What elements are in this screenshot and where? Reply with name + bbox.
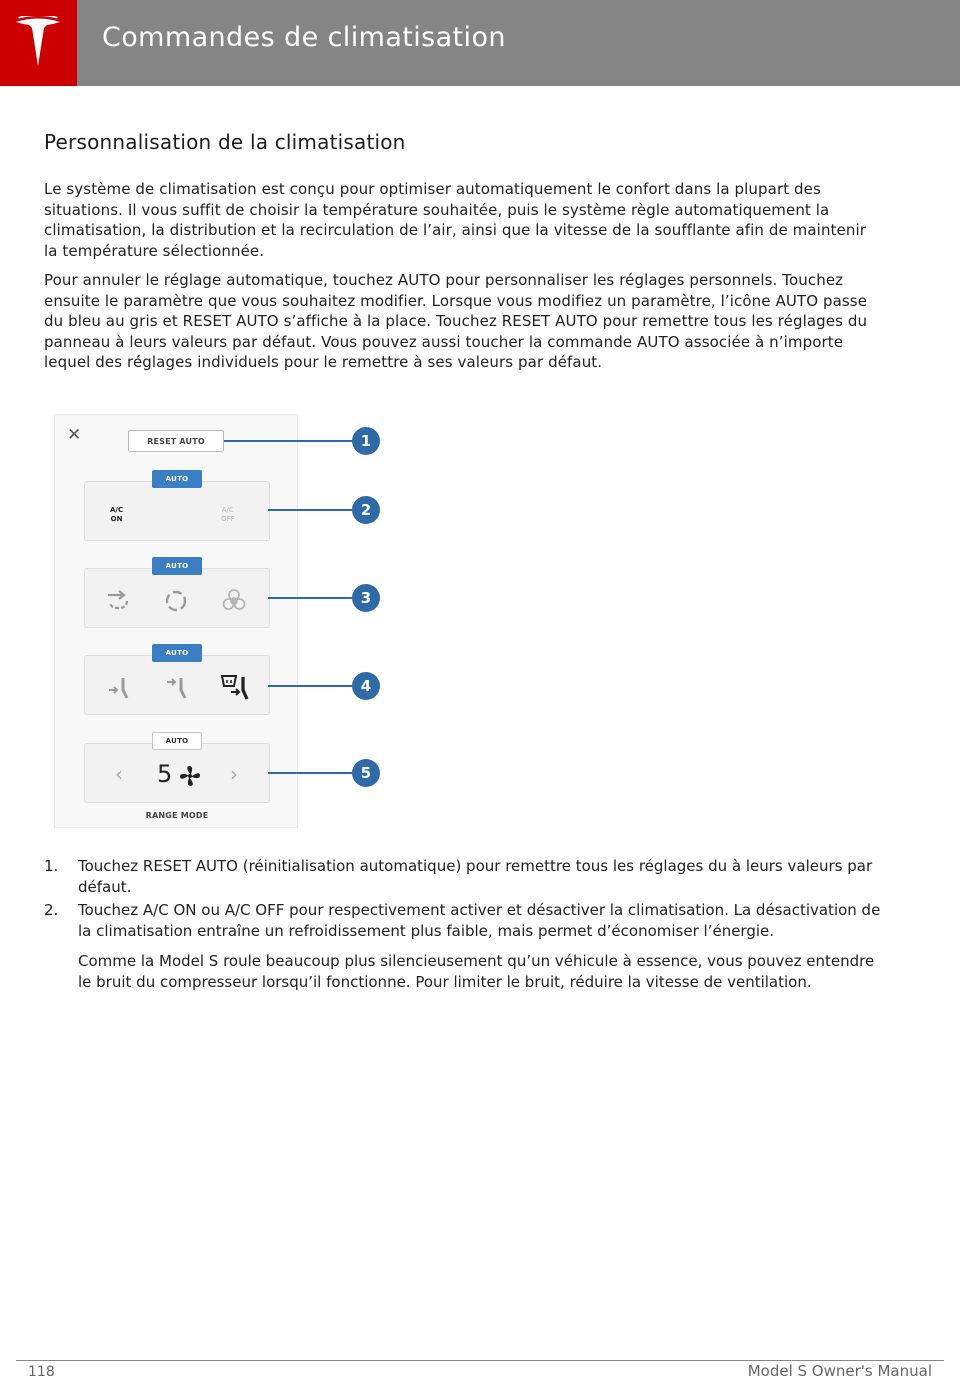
ac-auto-badge[interactable]: AUTO xyxy=(152,470,202,488)
page-title: Commandes de climatisation xyxy=(102,22,506,53)
list-item-text: Touchez A/C ON ou A/C OFF pour respectivement activer et désactiver la climatisation. La désactivation de la climatisation entraîne un refroidissement plus faible, mais permet d’économiser l’énergie. xyxy=(78,901,881,940)
bioweapon-defense-icon[interactable] xyxy=(221,588,247,614)
recirc-auto-badge[interactable]: AUTO xyxy=(152,557,202,575)
callout-line-3 xyxy=(268,597,352,599)
recirculation-card xyxy=(84,568,270,628)
footer-divider xyxy=(16,1360,944,1361)
recirculate-icon[interactable] xyxy=(163,588,189,614)
manual-title: Model S Owner's Manual xyxy=(747,1362,932,1380)
list-item-number: 2. xyxy=(44,901,59,919)
fan-increase-icon[interactable]: › xyxy=(230,762,238,786)
range-mode-label[interactable]: RANGE MODE xyxy=(145,811,209,820)
reset-auto-button[interactable]: RESET AUTO xyxy=(128,430,224,452)
ac-card xyxy=(84,481,270,541)
list-note: Comme la Model S roule beaucoup plus silencieusement qu’un véhicule à essence, vous pouvez entendre le bruit du compresseur lorsqu’il fonctionne. Pour limiter le bruit, réduire la vitesse de ventilation. xyxy=(78,952,875,991)
page-header xyxy=(0,0,960,86)
callout-line-1 xyxy=(224,440,352,442)
air-distribution-card xyxy=(84,655,270,715)
fan-speed-card xyxy=(84,743,270,803)
intro-paragraph: Le système de climatisation est conçu pour optimiser automatiquement le confort dans la plupart des situations. Il vous suffit de choisir la température souhaitée, puis le système règle automatiquement la climatisation, la distribution et la recirculation de l’air, ainsi que la vitesse de la soufflante afin de maintenir la température sélectionnée. xyxy=(44,180,867,260)
fan-speed-value: 5 xyxy=(157,760,173,788)
climate-panel-figure xyxy=(54,414,394,832)
list-item xyxy=(44,900,884,941)
callout-4: 4 xyxy=(352,672,380,700)
section-title: Personnalisation de la climatisation xyxy=(44,130,406,154)
page-number: 118 xyxy=(28,1364,55,1380)
windshield-defrost-icon[interactable] xyxy=(219,672,251,702)
callout-3: 3 xyxy=(352,584,380,612)
numbered-list xyxy=(44,856,884,992)
fan-icon xyxy=(179,765,201,787)
callout-2: 2 xyxy=(352,496,380,524)
distribution-auto-badge[interactable]: AUTO xyxy=(152,644,202,662)
callout-5: 5 xyxy=(352,759,380,787)
list-item xyxy=(44,856,884,897)
callout-line-5 xyxy=(268,772,352,774)
fan-auto-badge[interactable]: AUTO xyxy=(152,732,202,750)
callout-line-4 xyxy=(268,685,352,687)
list-item-text: Touchez RESET AUTO (réinitialisation automatique) pour remettre tous les réglages du à leurs valeurs par défaut. xyxy=(78,857,873,896)
ac-on-button[interactable]: A/C ON xyxy=(110,506,124,523)
climate-panel xyxy=(54,414,298,828)
override-paragraph: Pour annuler le réglage automatique, touchez AUTO pour personnaliser les réglages personnels. Touchez ensuite le paramètre que vous souhaitez modifier. Lorsque vous modifiez un paramètre, l’icône AUTO passe du bleu au gris et RESET AUTO s’affiche à la place. Touchez RESET AUTO pour remettre tous les réglages du panneau à leurs valeurs par défaut. Vous pouvez aussi toucher la commande AUTO associée à n’importe lequel des réglages individuels pour le remettre à ses valeurs par défaut. xyxy=(44,271,868,371)
face-airflow-icon[interactable] xyxy=(163,674,191,702)
list-item-number: 1. xyxy=(44,857,59,875)
fan-decrease-icon[interactable]: ‹ xyxy=(115,762,123,786)
ac-off-button[interactable]: A/C OFF xyxy=(221,506,235,523)
tesla-logo-icon xyxy=(14,16,62,70)
callout-line-2 xyxy=(268,509,352,511)
callout-1: 1 xyxy=(352,427,380,455)
fresh-air-icon[interactable] xyxy=(105,589,131,611)
feet-airflow-icon[interactable] xyxy=(105,674,133,702)
close-icon[interactable]: ✕ xyxy=(67,425,82,445)
brand-logo xyxy=(0,0,77,86)
